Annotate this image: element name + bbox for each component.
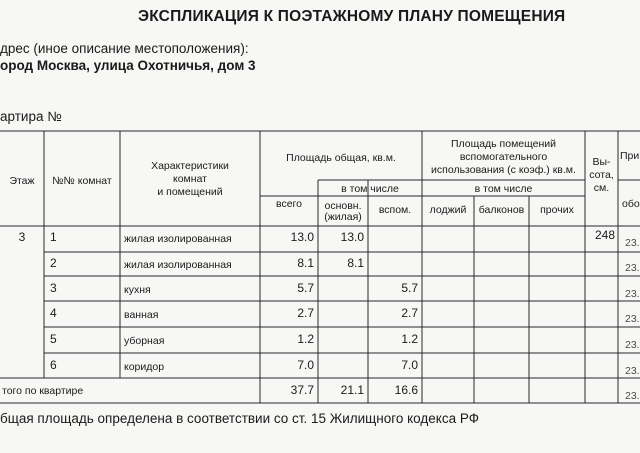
cell-floor: 3: [18, 230, 26, 244]
header-main-2: (жилая): [324, 211, 362, 223]
cell-desc: кухня: [124, 284, 151, 296]
cell-note: 23.: [625, 237, 640, 249]
cell-note: 23.: [625, 313, 640, 325]
address-label: дрес (иное описание местоположения):: [0, 41, 249, 56]
address-value: ород Москва, улица Охотничья, дом 3: [0, 58, 256, 73]
header-aux: вспом.: [378, 204, 412, 216]
cell-aux: 1.2: [401, 332, 418, 346]
cell-desc: коридор: [124, 361, 165, 373]
cell-room: 5: [50, 332, 57, 346]
header-height-2: сота,: [589, 169, 614, 181]
cell-room: 2: [50, 256, 57, 270]
cell-note: 23.: [625, 262, 640, 274]
header-main-1: основн.: [324, 200, 362, 212]
header-aux-area-2: вспомогательного: [459, 151, 548, 163]
header-other: прочих: [540, 204, 574, 216]
header-note-cut: При: [620, 150, 640, 162]
header-all: всего: [276, 198, 302, 210]
cell-note: 23.: [625, 339, 640, 351]
cell-total: 13.0: [290, 230, 314, 244]
header-aux-area-3: использования (с коэф.) кв.м.: [431, 164, 576, 176]
header-total-area: Площадь общая, кв.м.: [286, 152, 396, 164]
summary-label: того по квартире: [2, 385, 84, 397]
summary-note: 23.: [625, 390, 640, 402]
cell-room: 6: [50, 358, 57, 372]
header-characteristics-3: и помещений: [157, 186, 223, 198]
cell-height: 248: [594, 228, 615, 242]
cell-desc: уборная: [124, 335, 165, 347]
apartment-label: артира №: [0, 109, 62, 124]
header-characteristics-2: комнат: [173, 173, 207, 185]
cell-note: 23.: [625, 365, 640, 377]
cell-aux: 5.7: [401, 281, 418, 295]
cell-aux: 7.0: [401, 358, 418, 372]
cell-total: 2.7: [297, 306, 314, 320]
cell-desc: жилая изолированная: [124, 259, 232, 271]
header-height-3: см.: [593, 182, 610, 194]
cell-aux: 2.7: [401, 306, 418, 320]
cell-room: 1: [50, 230, 57, 244]
summary-aux: 16.6: [394, 383, 418, 397]
header-characteristics-1: Характеристики: [151, 160, 229, 172]
summary-main: 21.1: [340, 383, 364, 397]
header-including-area: в том числе: [341, 183, 399, 195]
cell-desc: ванная: [124, 309, 159, 321]
cell-main: 13.0: [340, 230, 364, 244]
cell-total: 5.7: [297, 281, 314, 295]
header-including-aux: в том числе: [474, 183, 533, 195]
header-aux-area-1: Площадь помещений: [450, 138, 557, 150]
header-loggias: лоджий: [429, 204, 467, 216]
cell-room: 3: [50, 281, 57, 295]
footnote: бщая площадь определена в соответствии со ст. 15 Жилищного кодекса РФ: [0, 411, 479, 426]
cell-main: 8.1: [347, 256, 364, 270]
header-height-1: Вы-: [592, 156, 611, 168]
cell-room: 4: [50, 306, 57, 320]
header-note-cut-sub: обо: [622, 198, 640, 210]
document-title: ЭКСПЛИКАЦИЯ К ПОЭТАЖНОМУ ПЛАНУ ПОМЕЩЕНИЯ: [138, 8, 566, 25]
cell-total: 1.2: [297, 332, 314, 346]
header-balconies: балконов: [478, 204, 525, 216]
cell-desc: жилая изолированная: [124, 233, 232, 245]
header-floor: Этаж: [9, 175, 35, 187]
cell-total: 8.1: [297, 256, 314, 270]
header-room-no: №№ комнат: [52, 175, 112, 187]
summary-total: 37.7: [290, 383, 314, 397]
cell-note: 23.: [625, 288, 640, 300]
cell-total: 7.0: [297, 358, 314, 372]
